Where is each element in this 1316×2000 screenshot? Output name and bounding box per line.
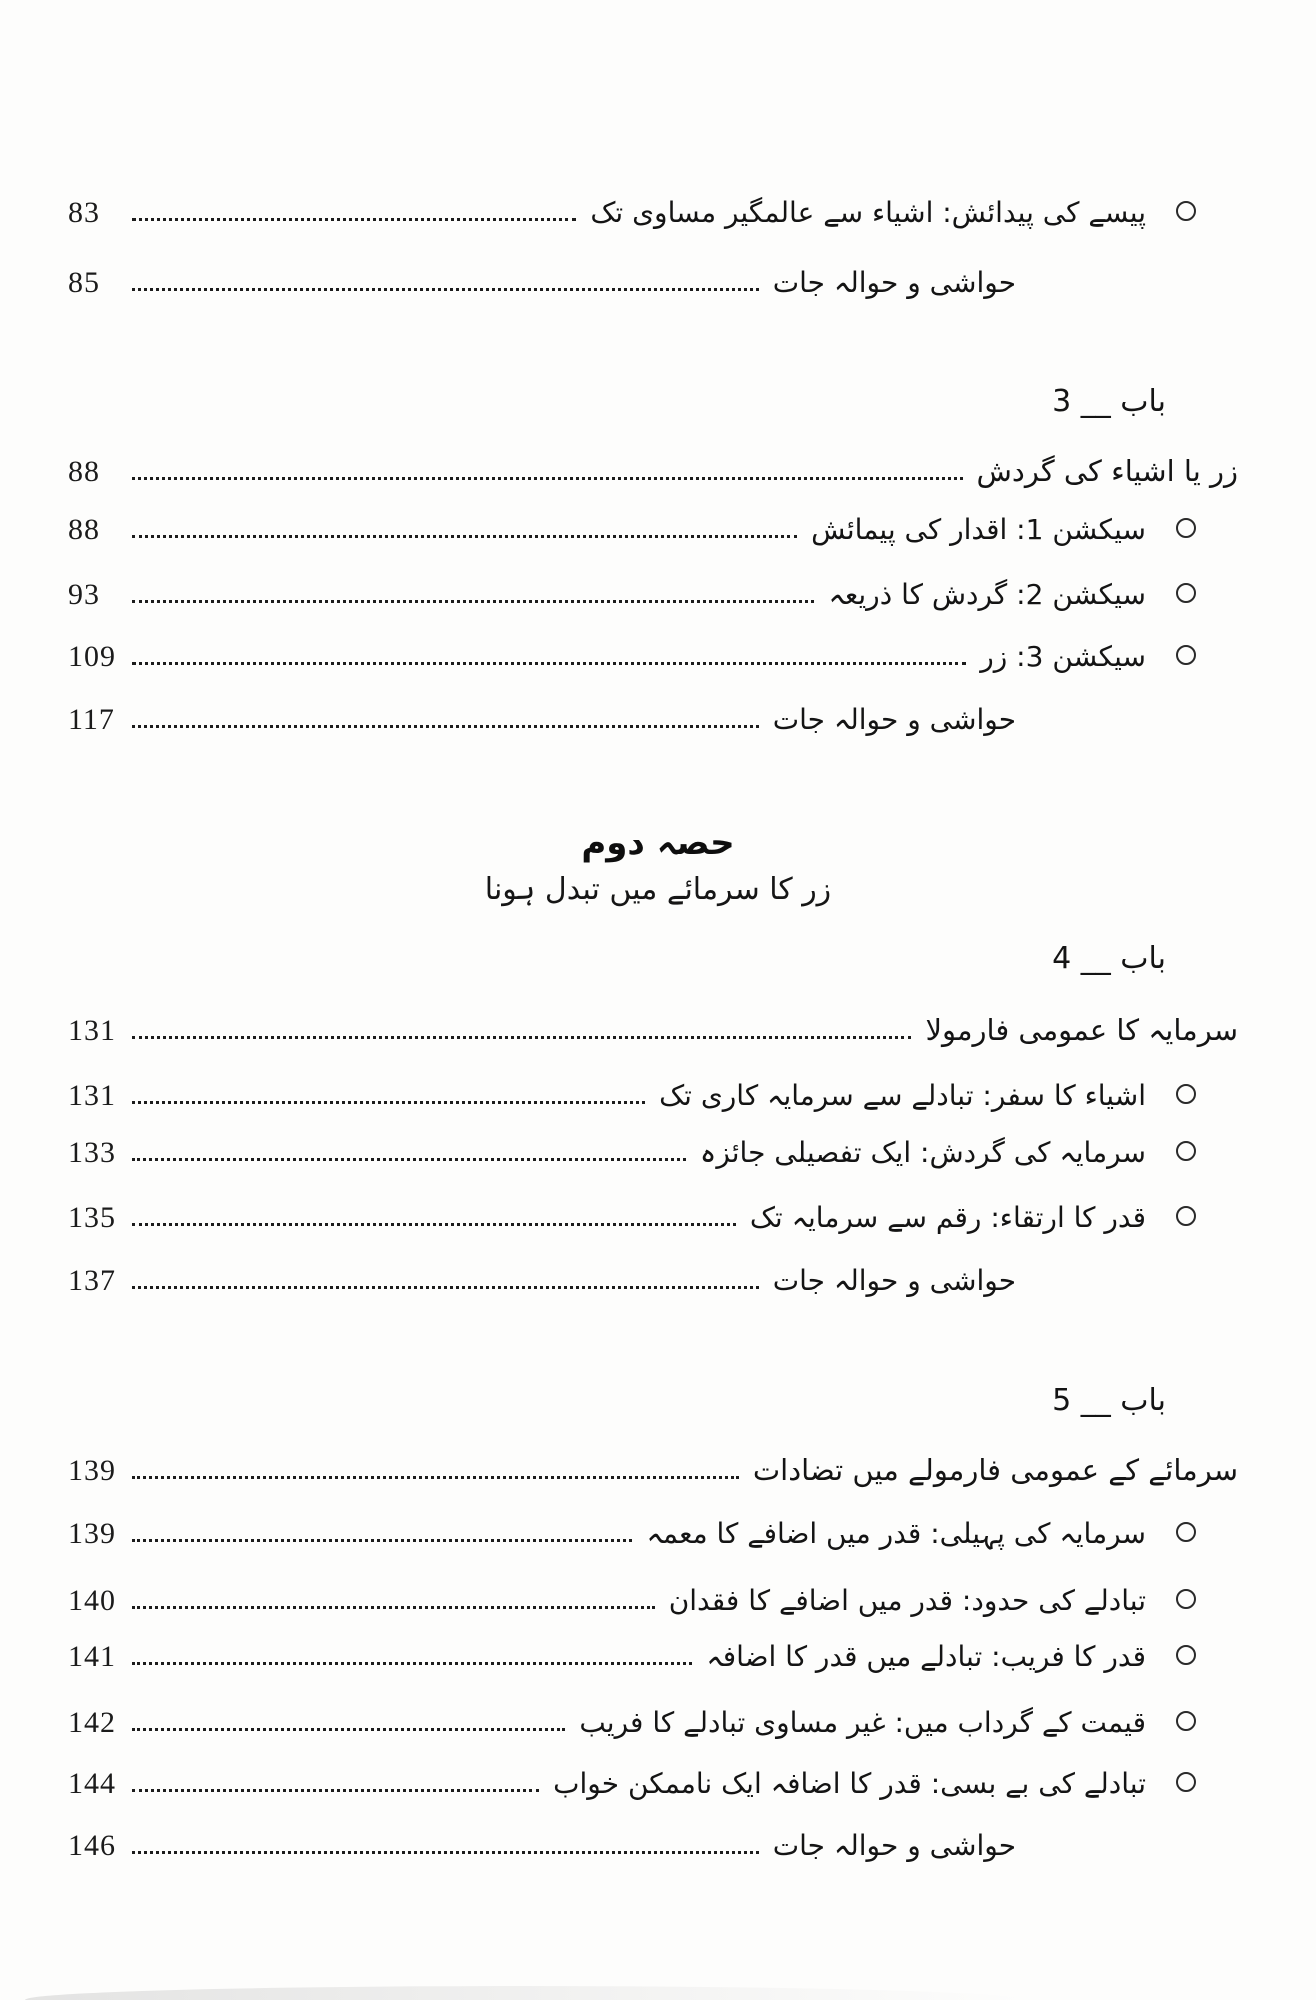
dot-leader bbox=[132, 1286, 759, 1289]
entry-title: تبادلے کی بے بسی: قدر کا اضافہ ایک ناممکن خواب bbox=[553, 1767, 1146, 1800]
toc-entry bbox=[68, 564, 1198, 612]
entry-title: سیکشن 3: زر bbox=[980, 640, 1146, 673]
part-subtitle: زر کا سرمائے میں تبدل ہونا bbox=[484, 872, 832, 907]
list-bullet-icon bbox=[1176, 1772, 1196, 1792]
list-bullet-icon bbox=[1176, 518, 1196, 538]
list-bullet-icon bbox=[1176, 1084, 1196, 1104]
dot-leader bbox=[132, 218, 576, 221]
list-bullet-icon bbox=[1176, 1711, 1196, 1731]
list-bullet-icon bbox=[1176, 583, 1196, 603]
page-number: 137 bbox=[68, 1264, 116, 1297]
toc-entry bbox=[68, 1440, 1238, 1488]
page-number: 144 bbox=[68, 1767, 116, 1800]
dot-leader bbox=[132, 725, 759, 728]
chapter-heading: باب __ 3 bbox=[1052, 384, 1166, 419]
page-number: 83 bbox=[68, 196, 100, 229]
page-number: 139 bbox=[68, 1517, 116, 1550]
toc-entry bbox=[68, 441, 1238, 489]
dot-leader bbox=[132, 1789, 539, 1792]
toc-entry bbox=[68, 1503, 1198, 1551]
page-number: 141 bbox=[68, 1640, 116, 1673]
page-number: 85 bbox=[68, 266, 100, 299]
dot-leader bbox=[132, 288, 759, 291]
list-bullet-icon bbox=[1176, 1589, 1196, 1609]
page-number: 142 bbox=[68, 1706, 116, 1739]
list-bullet-icon bbox=[1176, 645, 1196, 665]
page-number: 93 bbox=[68, 578, 100, 611]
page-number: 117 bbox=[68, 703, 115, 736]
toc-entry bbox=[68, 499, 1198, 547]
dot-leader bbox=[132, 1101, 645, 1104]
page-number: 135 bbox=[68, 1201, 116, 1234]
chapter-heading: باب __ 5 bbox=[1052, 1383, 1166, 1418]
page-number: 140 bbox=[68, 1584, 116, 1617]
toc-entry bbox=[68, 1570, 1198, 1618]
dot-leader bbox=[132, 1158, 686, 1161]
toc-entry bbox=[68, 1626, 1198, 1674]
dot-leader bbox=[132, 1036, 911, 1039]
entry-title: اشیاء کا سفر: تبادلے سے سرمایہ کاری تک bbox=[659, 1079, 1146, 1112]
page-number: 133 bbox=[68, 1136, 116, 1169]
chapter-heading: باب __ 4 bbox=[1052, 941, 1166, 976]
dot-leader bbox=[132, 535, 797, 538]
toc-entry bbox=[68, 1250, 1016, 1298]
entry-title: قدر کا ارتقاء: رقم سے سرمایہ تک bbox=[749, 1201, 1146, 1234]
dot-leader bbox=[132, 1476, 739, 1479]
dot-leader bbox=[132, 1728, 565, 1731]
dot-leader bbox=[132, 1606, 655, 1609]
dot-leader bbox=[132, 600, 814, 603]
toc-entry bbox=[68, 1187, 1198, 1235]
dot-leader bbox=[132, 1539, 632, 1542]
entry-title: سرمائے کے عمومی فارمولے میں تضادات bbox=[752, 1452, 1238, 1487]
toc-entry bbox=[68, 252, 1016, 300]
list-bullet-icon bbox=[1176, 1645, 1196, 1665]
dot-leader bbox=[132, 662, 966, 665]
entry-title: سرمایہ کی گردش: ایک تفصیلی جائزہ bbox=[699, 1136, 1146, 1169]
entry-title: حواشی و حوالہ جات bbox=[772, 266, 1016, 299]
toc-entry bbox=[68, 182, 1198, 230]
dot-leader bbox=[132, 477, 963, 480]
toc-entry bbox=[68, 1753, 1198, 1801]
scan-artifact bbox=[25, 1986, 1025, 2000]
entry-title: قیمت کے گرداب میں: غیر مساوی تبادلے کا فریب bbox=[579, 1706, 1146, 1739]
toc-entry bbox=[68, 1000, 1238, 1048]
toc-entry bbox=[68, 1065, 1198, 1113]
toc-entry bbox=[68, 689, 1016, 737]
entry-title: قدر کا فریب: تبادلے میں قدر کا اضافہ bbox=[706, 1640, 1146, 1673]
entry-title: پیسے کی پیدائش: اشیاء سے عالمگیر مساوی تک bbox=[590, 196, 1146, 229]
dot-leader bbox=[132, 1851, 759, 1854]
toc-entry bbox=[68, 1692, 1198, 1740]
dot-leader bbox=[132, 1662, 692, 1665]
entry-title: تبادلے کی حدود: قدر میں اضافے کا فقدان bbox=[668, 1584, 1146, 1617]
list-bullet-icon bbox=[1176, 201, 1196, 221]
entry-title: حواشی و حوالہ جات bbox=[772, 703, 1016, 736]
page-number: 88 bbox=[68, 513, 100, 546]
entry-title: زر یا اشیاء کی گردش bbox=[976, 453, 1238, 488]
entry-title: سرمایہ کی پہیلی: قدر میں اضافے کا معمہ bbox=[646, 1517, 1146, 1550]
page-number: 131 bbox=[68, 1079, 116, 1112]
entry-title: سیکشن 2: گردش کا ذریعہ bbox=[828, 578, 1146, 611]
list-bullet-icon bbox=[1176, 1522, 1196, 1542]
entry-title: حواشی و حوالہ جات bbox=[772, 1264, 1016, 1297]
toc-entry bbox=[68, 626, 1198, 674]
toc-entry bbox=[68, 1122, 1198, 1170]
entry-title: سرمایہ کا عمومی فارمولا bbox=[925, 1012, 1238, 1047]
page-number: 131 bbox=[68, 1014, 116, 1047]
toc-entry bbox=[68, 1815, 1016, 1863]
entry-title: حواشی و حوالہ جات bbox=[772, 1829, 1016, 1862]
page-number: 109 bbox=[68, 640, 116, 673]
list-bullet-icon bbox=[1176, 1206, 1196, 1226]
list-bullet-icon bbox=[1176, 1141, 1196, 1161]
page-number: 139 bbox=[68, 1454, 116, 1487]
page-number: 88 bbox=[68, 455, 100, 488]
part-title: حصہ دوم bbox=[581, 823, 735, 863]
entry-title: سیکشن 1: اقدار کی پیمائش bbox=[811, 513, 1146, 546]
page-number: 146 bbox=[68, 1829, 116, 1862]
dot-leader bbox=[132, 1223, 736, 1226]
